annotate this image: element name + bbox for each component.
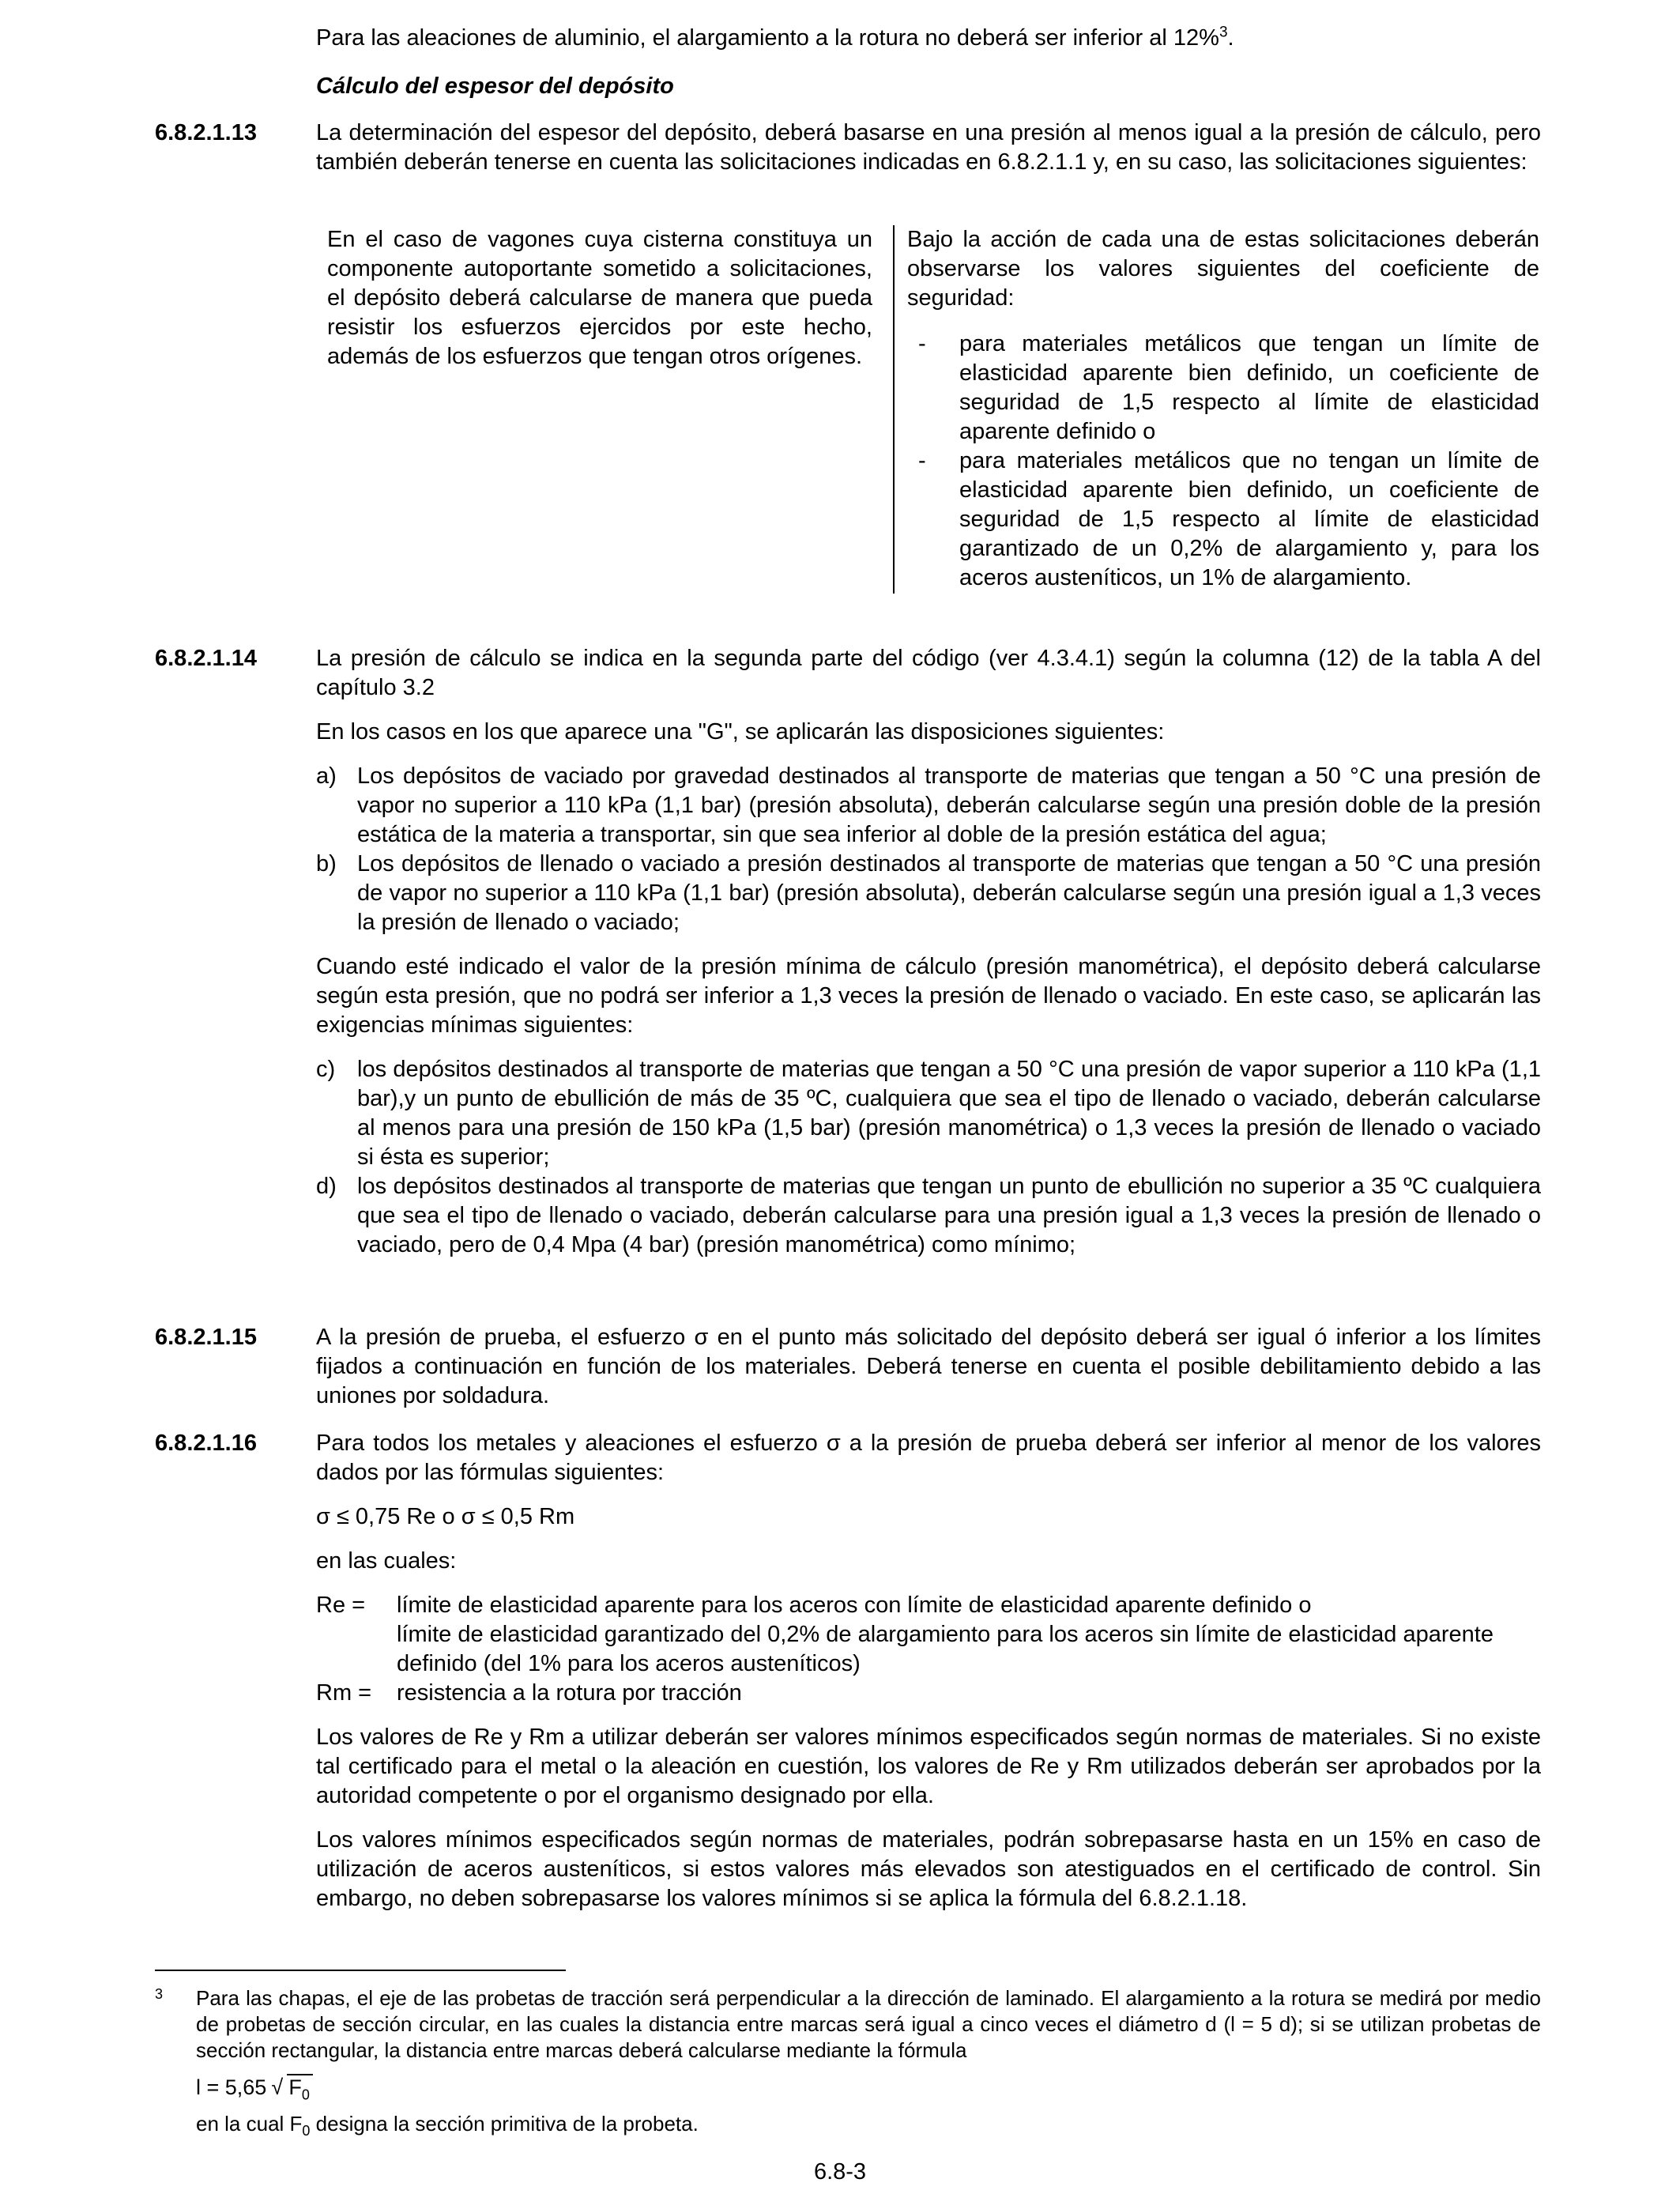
two-column-box [327,225,1541,594]
dash-marker: - [918,448,926,473]
footnote [155,1985,1541,2137]
list-item [907,447,1539,593]
right-column [907,225,1539,593]
right-intro: Bajo la acción de cada una de estas solicitaciones deberán observarse los valores siguientes del coeficiente de seguridad: [907,227,1539,311]
definitions [316,1591,1541,1708]
section-number-13: 6.8.2.1.13 [155,120,257,145]
bullet-text: para materiales metálicos que no tengan un límite de elasticidad aparente bien definido, un coeficiente de seguridad de 1,5 respecto al límite de elasticidad garantizado de un 0,2% de alargamiento y, para los aceros austeníticos, un 1% de alargamiento. [959,448,1539,590]
footnote-ref[interactable]: 3 [1219,24,1228,41]
section-number-15: 6.8.2.1.15 [155,1325,257,1350]
intro-paragraph [316,24,1541,53]
definition-re: Re = límite de elasticidad aparente para los aceros con límite de elasticidad aparente definido o límite de elasticidad garantizado del 0,2% de alargamiento para los aceros sin límite de elasticidad aparente definido (del 1% para los aceros austeníticos) [316,1593,1494,1676]
footnote-number: 3 [155,1986,164,2002]
section-heading: Cálculo del espesor del depósito [316,74,674,99]
intro-end: . [1227,25,1234,51]
dash-marker: - [918,331,926,356]
list-item: b) Los depósitos de llenado o vaciado a presión destinados al transporte de materias que tengan a 50 °C una presión de vapor no superior a 110 kPa (1,1 bar) (presión absoluta), deberán calcularse según una presión igual a 1,3 veces la presión de llenado o vaciado; [316,851,1541,935]
footnote-rule [155,1970,566,1971]
list-item: d) los depósitos destinados al transporte de materias que tengan un punto de ebullición no superior a 35 ºC cualquiera que sea el tipo de llenado o vaciado, deberán calcularse para una presión igual a 1,3 veces la presión de llenado o vaciado, pero de 0,4 Mpa (4 bar) (presión manométrica) como mínimo; [316,1174,1541,1257]
footnote-text: Para las chapas, el eje de las probetas de tracción será perpendicular a la dirección de laminado. El alargamiento a la rotura se medirá por medio de probetas de sección circular, en las cuales la distancia entre marcas será igual a cinco veces el diámetro d (l = 5 d); si se utilizan probetas de sección rectangular, la distancia entre marcas deberá calcularse mediante la fórmula [196,1986,1541,2062]
bullet-text: para materiales metálicos que tengan un límite de elasticidad aparente bien definido, un coeficiente de seguridad de 1,5 respecto al límite de elasticidad aparente definido o [959,331,1539,444]
list-item: a) Los depósitos de vaciado por gravedad destinados al transporte de materias que tengan a 50 °C una presión de vapor no superior a 110 kPa (1,1 bar) (presión absoluta), deberán calcularse según una presión doble de la presión estática de la materia a transportar, sin que sea inferior al doble de la presión estática del agua; [316,763,1541,847]
intro-text: Para las aleaciones de aluminio, el alargamiento a la rotura no deberá ser inferior al 12% [316,25,1219,51]
definition-rm: Rm = resistencia a la rotura por tracción [316,1680,742,1706]
footnote-formula: l = 5,65 √ $F_0$ [196,2073,1541,2102]
stress-formula: σ ≤ 0,75 Re o σ ≤ 0,5 Rm [316,1504,575,1529]
section-number-14: 6.8.2.1.14 [155,646,257,671]
square-root: √ $F_0$ [271,2073,313,2102]
footnote-last-line: en la cual $F_0$ designa la sección primitiva de la probeta. [196,2112,699,2139]
section-15-text: A la presión de prueba, el esfuerzo σ en el punto más solicitado del depósito deberá ser igual ó inferior a los límites fijados a continuación en función de los materiales. Deberá tenerse en cuenta el posible debilitamiento debido a las uniones por soldadura. [316,1325,1541,1408]
section-13-text: La determinación del espesor del depósito, deberá basarse en una presión al menos igual a la presión de cálculo, pero también deberán tenerse en cuenta las solicitaciones indicadas en 6.8.2.1.1 y, en su caso, las solicitaciones siguientes: [316,120,1541,175]
page-number: 6.8-3 [813,2159,867,2185]
list-item [907,330,1539,447]
section-14-text: La presión de cálculo se indica en la segunda parte del código (ver 4.3.4.1) según la columna (12) de la tabla A del capítulo 3.2 En los casos en los que aparece una "G", se aplicarán las disposiciones siguientes: a) Los depósitos de vaciado por gravedad destinados al transporte de materias que tengan a 50 °C una presión de vapor no superior a 110 kPa (1,1 bar) (presión absoluta), deberán calcularse según una presión doble de la presión estática de la materia a transportar, sin que sea inferior al doble de la presión estática del agua; b) Los depósitos de llenado o vaciado a presión destinados al transporte de materias que tengan a 50 °C una presión de vapor no superior a 110 kPa (1,1 bar) (presión absoluta), deberán calcularse según una presión igual a 1,3 veces la presión de llenado o vaciado; Cuando esté indicado el valor de la presión mínima de cálculo (presión manométrica), el depósito deberá calcularse según esta presión, que no podrá ser inferior a 1,3 veces la presión de llenado o vaciado. En este caso, se aplicarán las exigencias mínimas siguientes: c) los depósitos destinados al transporte de materias que tengan a 50 °C una presión de vapor superior a 110 kPa (1,1 bar),y un punto de ebullición de más de 35 ºC, cualquiera que sea el tipo de llenado o vaciado, deberán calcularse al menos para una presión de 150 kPa (1,5 bar) (presión manométrica) o 1,3 veces la presión de llenado o vaciado si ésta es superior; d) los depósitos destinados al transporte de materias que tengan un punto de ebullición no superior a 35 ºC cualquiera que sea el tipo de llenado o vaciado, deberán calcularse para una presión igual a 1,3 veces la presión de llenado o vaciado, pero de 0,4 Mpa (4 bar) (presión manométrica) como mínimo; [316,644,1541,1260]
section-16-text: Para todos los metales y aleaciones el esfuerzo σ a la presión de prueba deberá ser inferior al menor de los valores dados por las fórmulas siguientes: σ ≤ 0,75 Re o σ ≤ 0,5 Rm en las cuales: Re = límite de elasticidad aparente para los aceros con límite de elasticidad aparente definido o límite de elasticidad garantizado del 0,2% de alargamiento para los aceros sin límite de elasticidad aparente definido (del 1% para los aceros austeníticos) Rm = resistencia a la rotura por tracción Los valores de Re y Rm a utilizar deberán ser valores mínimos especificados según normas de materiales. Si no existe tal certificado para el metal o la aleación en cuestión, los valores de Re y Rm utilizados deberán ser aprobados por la autoridad competente o por el organismo designado por ella. Los valores mínimos especificados según normas de materiales, podrán sobrepasarse hasta en un 15% en caso de utilización de aceros austeníticos, si estos valores más elevados son atestiguados en el certificado de control. Sin embargo, no deben sobrepasarse los valores mínimos si se aplica la fórmula del 6.8.2.1.18. [316,1431,1541,1911]
left-column: En el caso de vagones cuya cisterna constituya un componente autoportante sometido a solicitaciones, el depósito deberá calcularse de manera que pueda resistir los esfuerzos ejercidos por este hecho, además de los esfuerzos que tengan otros orígenes. [327,227,872,369]
column-divider [893,225,895,594]
list-item: c) los depósitos destinados al transporte de materias que tengan a 50 °C una presión de vapor superior a 110 kPa (1,1 bar),y un punto de ebullición de más de 35 ºC, cualquiera que sea el tipo de llenado o vaciado, deberán calcularse al menos para una presión de 150 kPa (1,5 bar) (presión manométrica) o 1,3 veces la presión de llenado o vaciado si ésta es superior; [316,1057,1541,1170]
section-number-16: 6.8.2.1.16 [155,1431,257,1456]
